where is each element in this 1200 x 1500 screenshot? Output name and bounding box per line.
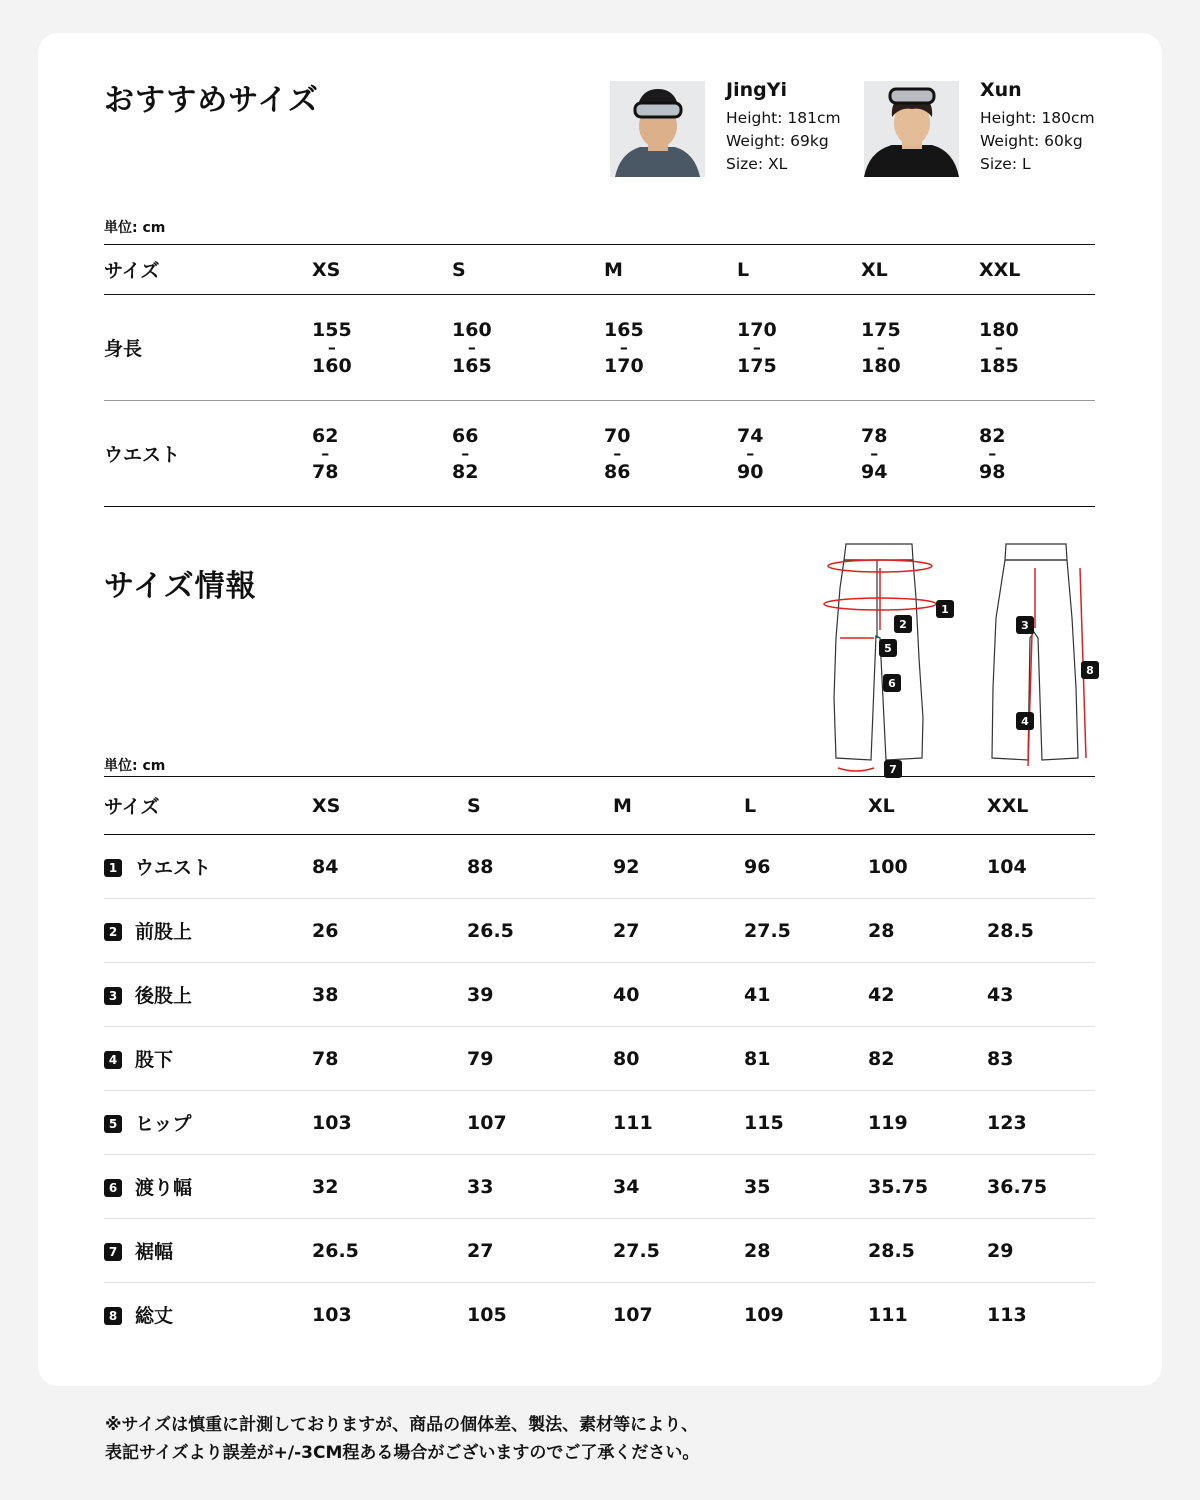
size-info-title: サイズ情報 <box>104 569 257 604</box>
table-row-waist <box>104 401 1095 507</box>
footnote <box>105 1411 699 1467</box>
header-xxl: XXL <box>979 245 1095 295</box>
model-weight: Weight: 60kg <box>980 132 1083 150</box>
model-card-jingyi <box>610 81 841 177</box>
table-row-height <box>104 295 1095 401</box>
range-cell: 70 – 86 <box>604 424 631 483</box>
header-xs: XS <box>312 777 467 835</box>
row-label: 4 股下 <box>104 1027 312 1091</box>
model-name: JingYi <box>726 79 787 101</box>
table-row: 7 裾幅 26.5 27 27.5 28 28.5 29 <box>104 1219 1095 1283</box>
model-height: Height: 181cm <box>726 109 841 127</box>
header-size: サイズ <box>104 777 312 835</box>
row-label: 身長 <box>104 295 312 401</box>
row-label: 5 ヒップ <box>104 1091 312 1155</box>
table-row: 1 ウエスト 84 88 92 96 100 104 <box>104 835 1095 899</box>
row-label: 8 総丈 <box>104 1283 312 1347</box>
recommended-size-table <box>104 244 1095 507</box>
header-xs: XS <box>312 245 452 295</box>
row-label: 6 渡り幅 <box>104 1155 312 1219</box>
model-size: Size: XL <box>726 155 788 173</box>
range-cell: 160 – 165 <box>452 318 492 377</box>
size-chart-card <box>38 33 1162 1386</box>
marker-4-icon: 4 <box>1021 715 1029 728</box>
footnote-line-1: ※サイズは慎重に計測しておりますが、商品の個体差、製法、素材等により、 <box>105 1415 699 1435</box>
range-cell: 170 – 175 <box>737 318 777 377</box>
table-row: 2 前股上 26 26.5 27 27.5 28 28.5 <box>104 899 1095 963</box>
number-badge-icon: 4 <box>104 1051 122 1069</box>
number-badge-icon: 5 <box>104 1115 122 1133</box>
marker-6-icon: 6 <box>888 677 896 690</box>
range-cell: 82 – 98 <box>979 424 1006 483</box>
row-label: 1 ウエスト <box>104 835 312 899</box>
range-cell: 78 – 94 <box>861 424 888 483</box>
header-size: サイズ <box>104 245 312 295</box>
range-cell: 74 – 90 <box>737 424 764 483</box>
model-photo-jingyi <box>610 81 705 177</box>
table-row: 5 ヒップ 103 107 111 115 119 123 <box>104 1091 1095 1155</box>
number-badge-icon: 7 <box>104 1243 122 1261</box>
marker-1-icon: 1 <box>941 603 949 616</box>
row-label: 7 裾幅 <box>104 1219 312 1283</box>
header-s: S <box>452 245 604 295</box>
marker-3-icon: 3 <box>1021 619 1029 632</box>
range-cell: 165 – 170 <box>604 318 644 377</box>
header-xl: XL <box>861 245 979 295</box>
header-xl: XL <box>868 777 987 835</box>
number-badge-icon: 6 <box>104 1179 122 1197</box>
model-weight: Weight: 69kg <box>726 132 829 150</box>
marker-8-icon: 8 <box>1086 664 1094 677</box>
model-height: Height: 180cm <box>980 109 1095 127</box>
number-badge-icon: 8 <box>104 1307 122 1325</box>
header-l: L <box>737 245 861 295</box>
table-header-row <box>104 245 1095 295</box>
marker-2-icon: 2 <box>899 618 907 631</box>
model-photo-xun <box>864 81 959 177</box>
number-badge-icon: 1 <box>104 859 122 877</box>
range-cell: 62 – 78 <box>312 424 339 483</box>
number-badge-icon: 2 <box>104 923 122 941</box>
range-cell: 66 – 82 <box>452 424 479 483</box>
row-label: ウエスト <box>104 401 312 507</box>
range-cell: 175 – 180 <box>861 318 901 377</box>
number-badge-icon: 3 <box>104 987 122 1005</box>
header-m: M <box>604 245 737 295</box>
header-xxl: XXL <box>987 777 1095 835</box>
table-header-row <box>104 777 1095 835</box>
unit-label: 単位: cm <box>104 220 166 236</box>
footnote-line-2: 表記サイズより誤差が+/-3CM程ある場合がございますのでご了承ください。 <box>105 1443 700 1463</box>
marker-7-icon: 7 <box>889 763 897 776</box>
unit-label: 単位: cm <box>104 758 166 774</box>
range-cell: 155 – 160 <box>312 318 352 377</box>
recommended-size-title: おすすめサイズ <box>104 83 319 118</box>
model-size: Size: L <box>980 155 1031 173</box>
header-s: S <box>467 777 613 835</box>
header-m: M <box>613 777 744 835</box>
table-row: 8 総丈 103 105 107 109 111 113 <box>104 1283 1095 1347</box>
row-label: 2 前股上 <box>104 899 312 963</box>
table-row: 6 渡り幅 32 33 34 35 35.75 36.75 <box>104 1155 1095 1219</box>
model-name: Xun <box>980 79 1022 101</box>
marker-5-icon: 5 <box>884 642 892 655</box>
pants-measurement-diagram <box>816 538 1106 782</box>
header-l: L <box>744 777 868 835</box>
size-info-table <box>104 776 1095 1346</box>
model-card-xun <box>864 81 1095 177</box>
range-cell: 180 – 185 <box>979 318 1019 377</box>
row-label: 3 後股上 <box>104 963 312 1027</box>
table-row: 3 後股上 38 39 40 41 42 43 <box>104 963 1095 1027</box>
table-row: 4 股下 78 79 80 81 82 83 <box>104 1027 1095 1091</box>
